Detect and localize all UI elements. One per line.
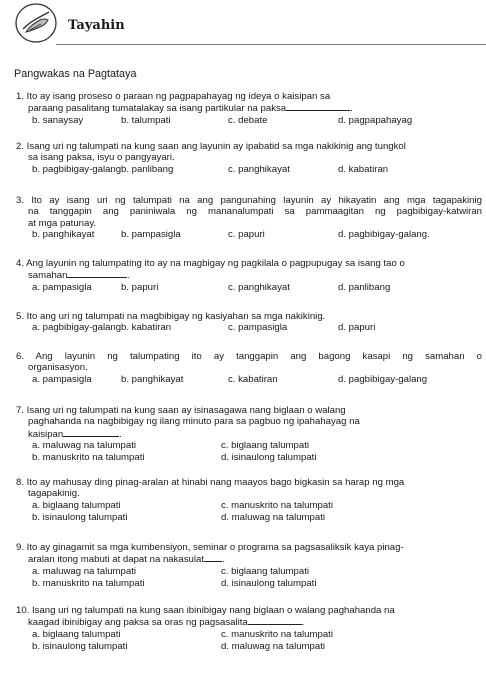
options-row <box>16 282 482 294</box>
answer-blank[interactable] <box>204 553 222 562</box>
question-text: 2. Isang uri ng talumpati na kung saan ang layunin ay ipabatid sa mga nakikinig ang tungkol <box>16 141 406 152</box>
question-text: 10. Isang uri ng talumpati na kung saan ibinibigay nang biglaan o walang paghahanda na <box>16 605 395 616</box>
answer-option[interactable]: a. maluwag na talumpati <box>32 440 136 452</box>
answer-option[interactable]: b. manuskrito na talumpati <box>32 452 145 464</box>
answer-option[interactable]: a. pagbibigay-galang <box>32 322 122 334</box>
question-item <box>16 405 482 464</box>
options-row <box>16 440 482 452</box>
answer-option[interactable]: b. panghikayat <box>32 229 95 241</box>
options-row <box>16 164 482 176</box>
question-text: aralan itong mabuti at dapat na nakasulat . <box>28 554 225 566</box>
answer-option[interactable]: b. panghikayat <box>121 373 184 385</box>
answer-option[interactable]: b. sanaysay <box>32 114 84 126</box>
answer-option[interactable]: d. pagbibigay-galang. <box>338 229 430 241</box>
answer-option[interactable]: c. kabatiran <box>228 373 278 385</box>
question-text: 6. Ang layunin ng talumpating ito ay tanggapin ang bagong kasapi ng samahan o <box>16 351 482 362</box>
question-text: sa isang paksa, isyu o pangyayari. <box>28 152 175 164</box>
question-item <box>16 351 482 386</box>
question-text: 4. Ang layunin ng talumpating ito ay na magbigay ng pagkilala o pagpupugay sa isang tao o <box>16 258 405 269</box>
answer-option[interactable]: c. panghikayat <box>228 281 290 293</box>
section-title: Pangwakas na Pagtataya <box>14 68 137 80</box>
answer-option[interactable]: c. manuskrito na talumpati <box>221 628 333 640</box>
question-text: samahan . <box>28 270 131 282</box>
answer-option[interactable]: c. manuskrito na talumpati <box>221 499 333 511</box>
question-text: kaagad ibinibigay ang paksa sa oras ng pagsasalita . <box>28 617 305 629</box>
question-text: 3. Ito ay isang uri ng talumpati na ang pangunahing layunin ay hikayatin ang mga tagapakinig <box>16 195 482 206</box>
answer-option[interactable]: b. kabatiran <box>121 322 172 334</box>
question-text: paghahanda na nagbibigay ng ilang minuto para sa pagbuo ng ipahahayag na <box>28 416 360 428</box>
answer-option[interactable]: d. pagbibigay-galang <box>338 373 428 385</box>
options-row <box>16 322 482 334</box>
answer-option[interactable]: b. papuri <box>121 281 159 293</box>
answer-option[interactable]: d. kabatiran <box>338 163 389 175</box>
header-divider <box>56 44 486 45</box>
question-item <box>16 477 482 524</box>
answer-option[interactable]: d. panlibang <box>338 281 391 293</box>
question-item <box>16 542 482 590</box>
answer-option[interactable]: d. maluwag na talumpati <box>221 511 325 523</box>
answer-option[interactable]: d. pagpapahayag <box>338 114 413 126</box>
options-row <box>16 512 482 524</box>
question-text: organisasyon. <box>28 362 88 374</box>
answer-option[interactable]: b. talumpati <box>121 114 171 126</box>
answer-blank[interactable] <box>67 269 127 278</box>
options-row <box>16 115 482 127</box>
answer-option[interactable]: c. debate <box>228 114 268 126</box>
question-text: kaisipan . <box>28 428 122 440</box>
answer-option[interactable]: d. maluwag na talumpati <box>221 640 325 652</box>
question-text: paraang pasalitang tumatalakay sa isang partikular na paksa . <box>28 103 353 115</box>
question-item <box>16 258 482 294</box>
options-row <box>16 578 482 590</box>
question-item <box>16 91 482 127</box>
question-text: 5. Ito ang uri ng talumpati na magbibigay ng kasiyahan sa mga nakikinig. <box>16 311 326 322</box>
answer-option[interactable]: a. biglaang talumpati <box>32 628 121 640</box>
answer-option[interactable]: b. isinaulong talumpati <box>32 640 128 652</box>
answer-option[interactable]: c. pampasigla <box>228 322 288 334</box>
question-item <box>16 195 482 241</box>
hand-writing-icon <box>14 2 58 44</box>
question-text: na tanggapin ang paniniwala ng mananalumpati sa pammaagitan ng pagbibigay-katwiran <box>28 206 482 218</box>
options-row <box>16 641 482 653</box>
question-item <box>16 311 482 334</box>
options-row <box>16 629 482 641</box>
answer-option[interactable]: a. biglaang talumpati <box>32 499 121 511</box>
answer-option[interactable]: a. pampasigla <box>32 281 92 293</box>
question-text: 9. Ito ay ginagamit sa mga kumbensiyon, seminar o programa sa pagsasaliksik kaya pinag- <box>16 542 404 553</box>
answer-option[interactable]: d. isinaulong talumpati <box>221 452 317 464</box>
options-row <box>16 452 482 464</box>
question-item <box>16 605 482 653</box>
question-item <box>16 141 482 176</box>
answer-option[interactable]: b. manuskrito na talumpati <box>32 577 145 589</box>
answer-option[interactable]: d. isinaulong talumpati <box>221 577 317 589</box>
answer-option[interactable]: d. papuri <box>338 322 376 334</box>
answer-option[interactable]: c. papuri <box>228 229 265 241</box>
answer-option[interactable]: b. panlibang <box>121 163 174 175</box>
answer-blank[interactable] <box>248 616 302 625</box>
answer-option[interactable]: b. isinaulong talumpati <box>32 511 128 523</box>
question-text: 8. Ito ay mahusay ding pinag-aralan at hinabi nang maayos bago bigkasin sa harap ng mga <box>16 477 405 488</box>
answer-option[interactable]: c. biglaang talumpati <box>221 565 309 577</box>
answer-option[interactable]: a. maluwag na talumpati <box>32 565 136 577</box>
options-row <box>16 500 482 512</box>
answer-option[interactable]: a. pampasigla <box>32 373 92 385</box>
page-title: Tayahin <box>68 18 125 33</box>
options-row <box>16 374 482 386</box>
answer-option[interactable]: b. pampasigla <box>121 229 181 241</box>
question-text: 1. Ito ay isang proseso o paraan ng pagpapahayag ng ideya o kaisipan sa <box>16 91 331 102</box>
answer-option[interactable]: b. pagbibigay-galang <box>32 163 122 175</box>
answer-blank[interactable] <box>63 428 119 437</box>
question-text: at mga patunay. <box>28 217 97 229</box>
options-row <box>16 229 482 241</box>
answer-blank[interactable] <box>286 102 350 111</box>
answer-option[interactable]: c. biglaang talumpati <box>221 440 309 452</box>
options-row <box>16 566 482 578</box>
question-text: tagapakinig. <box>28 488 80 500</box>
question-text: 7. Isang uri ng talumpati na kung saan ay isinasagawa nang biglaan o walang <box>16 405 346 416</box>
answer-option[interactable]: c. panghikayat <box>228 163 290 175</box>
